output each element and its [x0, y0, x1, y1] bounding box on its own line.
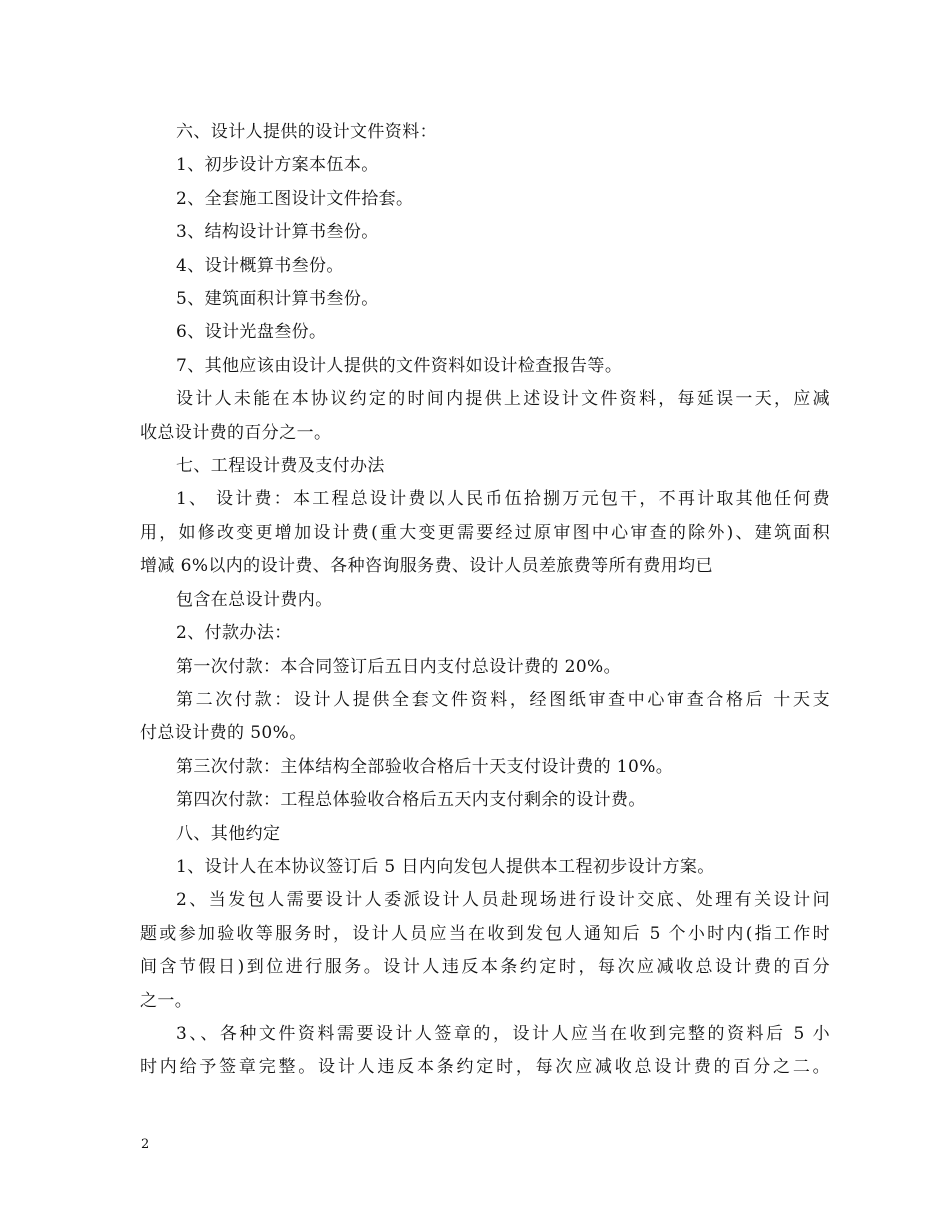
paragraph-line: 2、当发包人需要设计人委派设计人员赴现场进行设计交底、处理有关设计问	[176, 890, 830, 911]
page-number: 2	[141, 1137, 150, 1152]
payment-fourth: 第四次付款：工程总体验收合格后五天内支付剩余的设计费。	[176, 790, 646, 811]
list-item: 4、设计概算书叁份。	[176, 255, 344, 276]
paragraph-line: 付总设计费的 50%。	[140, 723, 307, 744]
agreement-item-1: 1、设计人在本协议签订后 5 日内向发包人提供本工程初步设计方案。	[176, 856, 715, 877]
list-item: 1、初步设计方案本伍本。	[176, 155, 379, 176]
payment-third: 第三次付款：主体结构全部验收合格后十天支付设计费的 10%。	[176, 756, 674, 777]
paragraph-design-fee	[140, 483, 830, 583]
paragraph-line: 收总设计费的百分之一。	[140, 422, 332, 443]
list-item: 3、结构设计计算书叁份。	[176, 222, 379, 243]
subheading-payment-method: 2、付款办法：	[176, 623, 292, 644]
document-body	[140, 116, 830, 1085]
agreement-item-3	[140, 1018, 830, 1085]
agreement-item-2	[140, 884, 830, 1018]
section-heading-design-documents: 六、设计人提供的设计文件资料：	[176, 122, 437, 142]
paragraph-line: 时内给予签章完整。设计人违反本条约定时，每次应减收总设计费的百分之二。	[140, 1057, 830, 1078]
list-item: 6、设计光盘叁份。	[176, 322, 327, 343]
paragraph-delay-penalty	[140, 383, 830, 450]
section-heading-other-agreements: 八、其他约定	[176, 823, 281, 844]
paragraph-line: 1、 设计费：本工程总设计费以人民币伍拾捌万元包干，不再计取其他任何费	[176, 489, 830, 510]
payment-first: 第一次付款：本合同签订后五日内支付总设计费的 20%。	[176, 656, 621, 677]
list-item: 2、全套施工图设计文件拾套。	[176, 188, 414, 209]
paragraph-line: 间含节假日)到位进行服务。设计人违反本条约定时，每次应减收总设计费的百分	[140, 957, 830, 978]
paragraph-line: 增减 6%以内的设计费、各种咨询服务费、设计人员差旅费等所有费用均已	[140, 556, 713, 577]
list-item: 7、其他应该由设计人提供的文件资料如设计检查报告等。	[176, 355, 623, 376]
list-item: 5、建筑面积计算书叁份。	[176, 289, 379, 310]
paragraph-line: 之一。	[140, 990, 193, 1011]
paragraph-line: 第二次付款：设计人提供全套文件资料，经图纸审查中心审查合格后 十天支	[176, 689, 830, 710]
paragraph-line: 包含在总设计费内。	[176, 589, 333, 610]
paragraph-line: 用，如修改变更增加设计费(重大变更需要经过原审图中心审查的除外)、建筑面积	[140, 522, 830, 543]
payment-second	[140, 684, 830, 751]
section-heading-design-fee: 七、工程设计费及支付办法	[176, 456, 385, 477]
paragraph-line: 题或参加验收等服务时，设计人员应当在收到发包人通知后 5 个小时内(指工作时	[140, 923, 830, 944]
paragraph-line: 3、、各种文件资料需要设计人签章的，设计人应当在收到完整的资料后 5 小	[176, 1023, 830, 1044]
paragraph-line: 设计人未能在本协议约定的时间内提供上述设计文件资料，每延误一天，应减	[176, 389, 830, 410]
